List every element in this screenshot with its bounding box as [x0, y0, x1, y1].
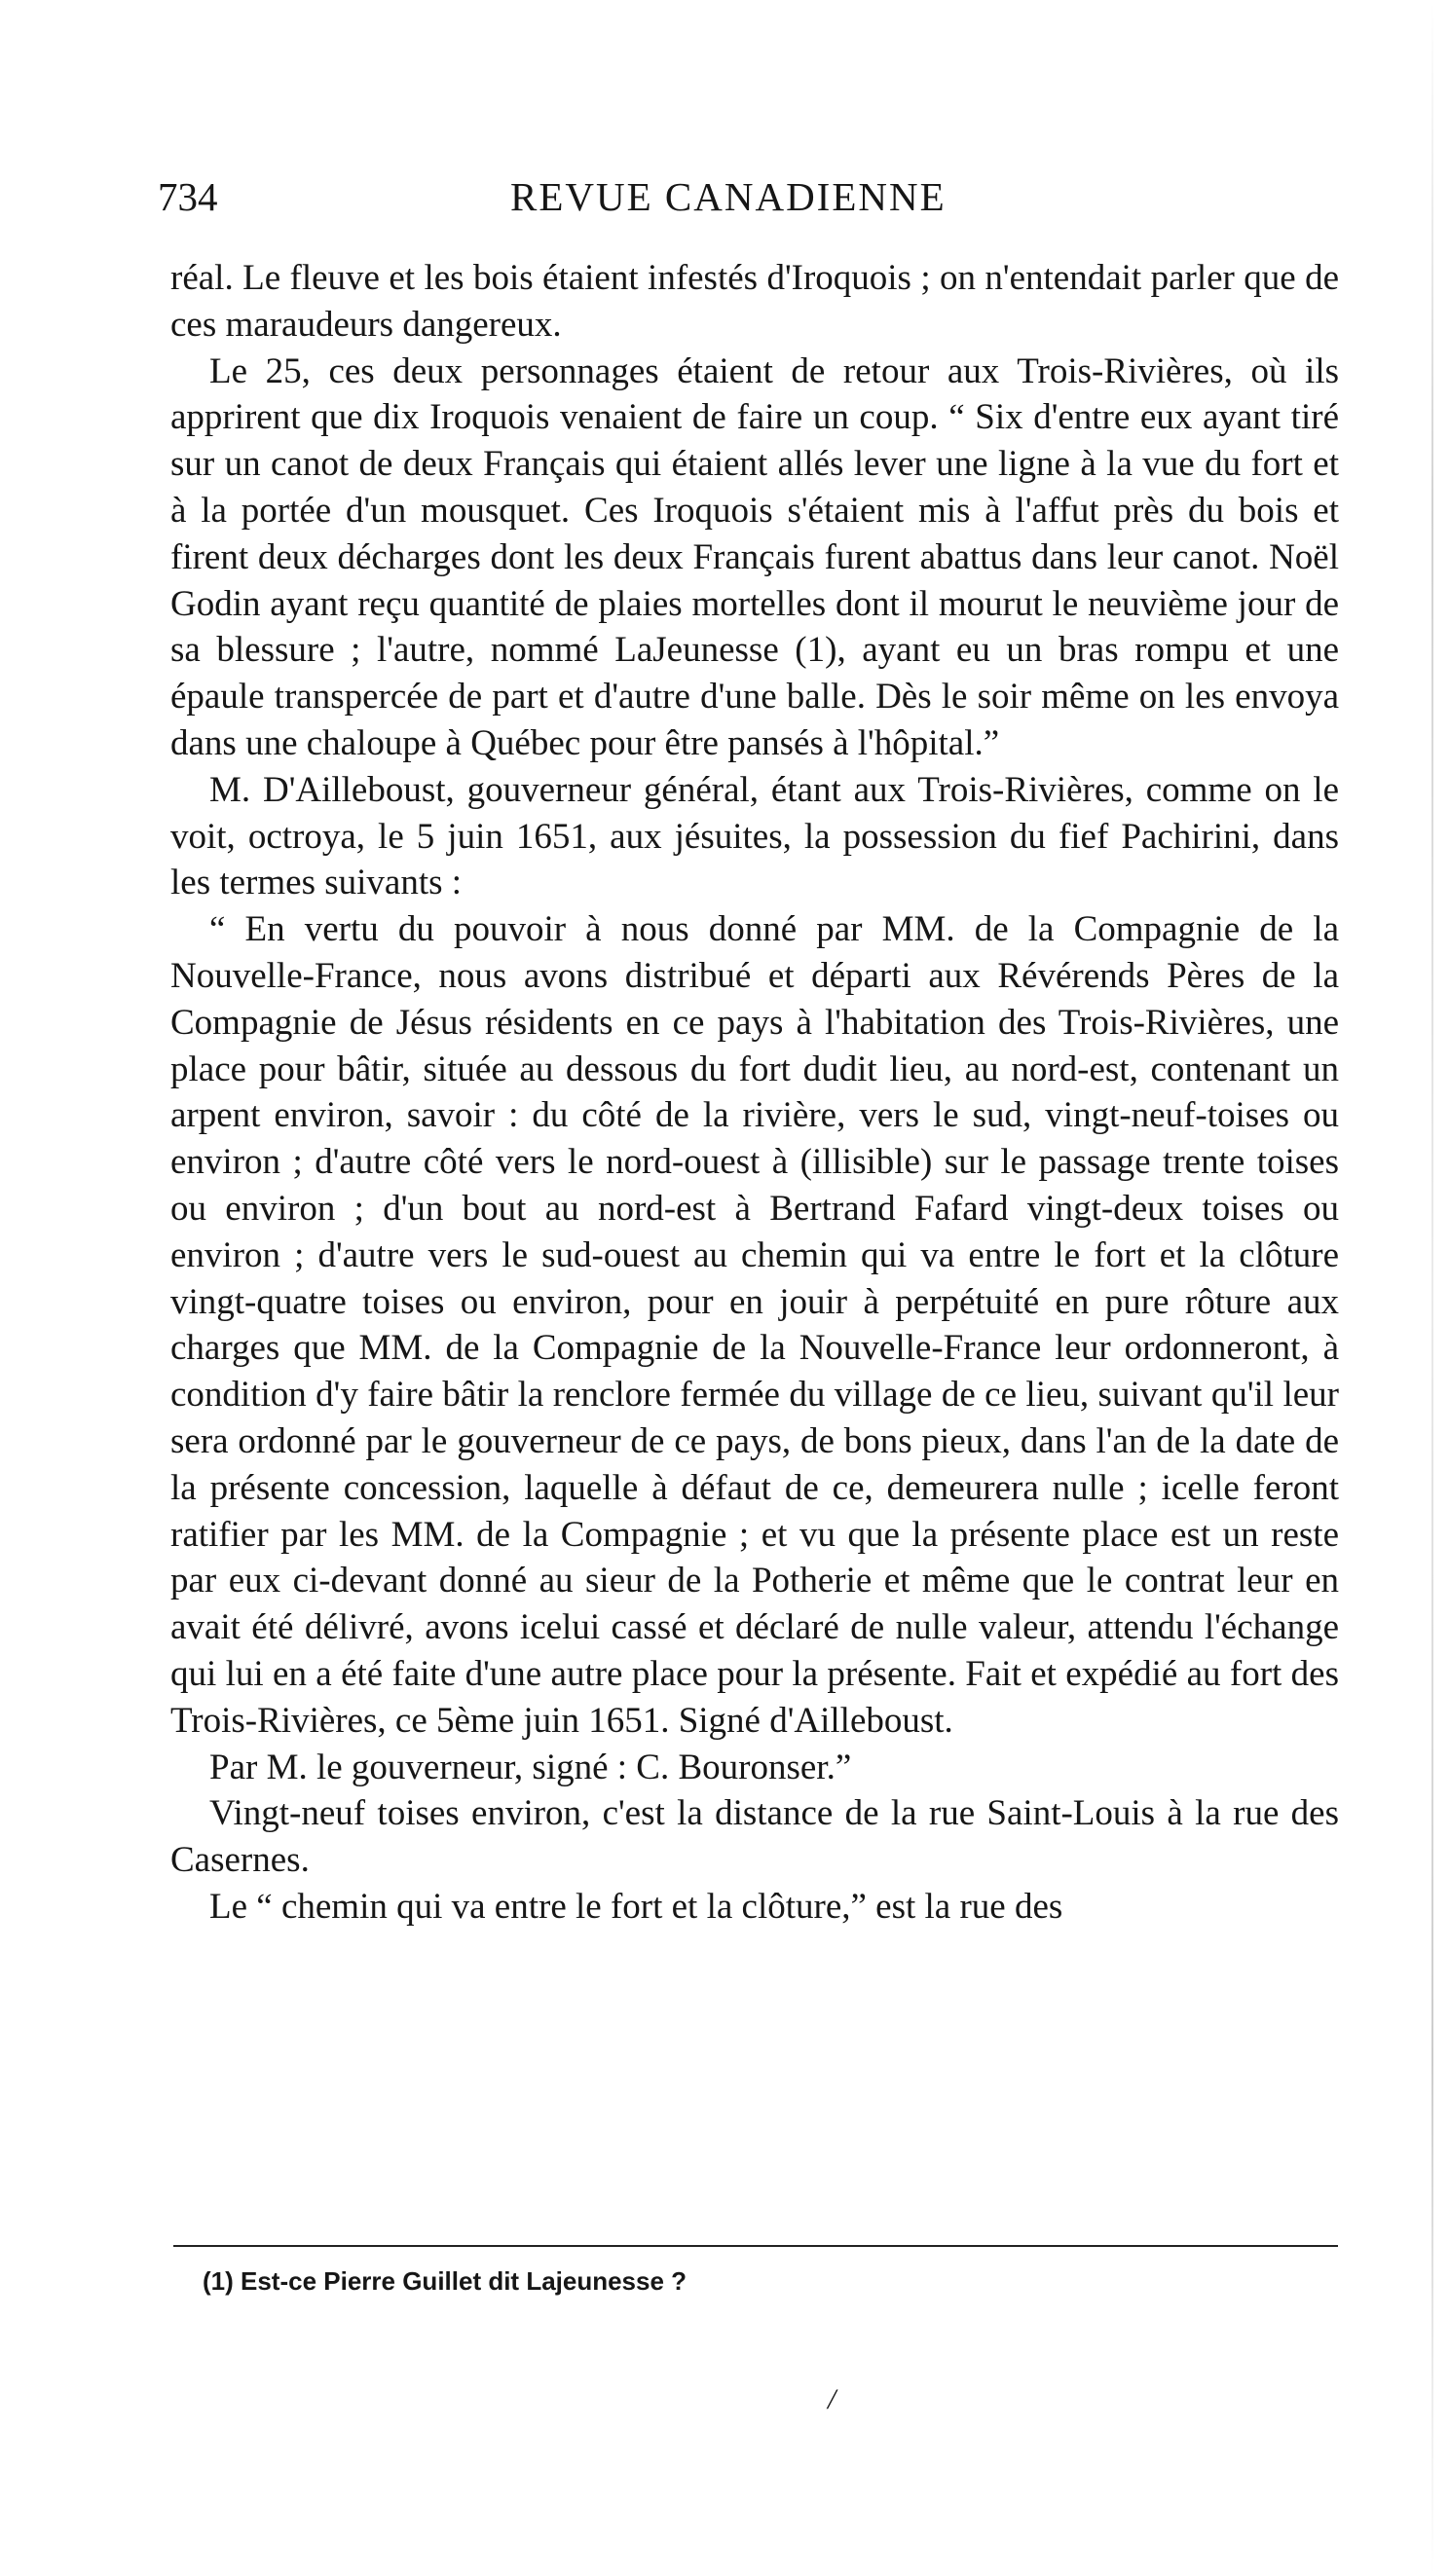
paragraph: Le “ chemin qui va entre le fort et la clôture,” est la rue des [209, 1886, 1063, 1927]
paragraph: M. D'Ailleboust, gouverneur général, étant aux Trois-Rivières, comme on le voit, octroya, le 5 juin 1651, aux jésuites, la possession du fief Pachirini, dans les termes suivants : [170, 769, 1339, 903]
paragraph: Le 25, ces deux personnages étaient de retour aux Trois-Rivières, où ils apprirent que dix Iroquois venaient de faire un coup. “ Six d'entre eux ayant tiré sur un canot de deux Français qui étaient allés lever une ligne à la vue du fort et à la portée d'un mousquet. Ces Iroquois s'étaient mis à l'affut près du bois et firent deux décharges dont les deux Français furent abattus dans leur canot. Noël Godin ayant reçu quantité de plaies mortelles dont il mourut le neuvième jour de sa blessure ; l'autre, nommé LaJeunesse (1), ayant eu un bras rompu et une épaule transpercée de part et d'autre d'une balle. Dès le soir même on les envoya dans une chaloupe à Québec pour être pansés à l'hôpital.” [170, 350, 1339, 763]
paragraph: réal. Le fleuve et les bois étaient infestés d'Iroquois ; on n'entendait parler que de ces maraudeurs dangereux. [170, 258, 1339, 345]
page-number: 734 [158, 174, 218, 219]
scan-edge-shadow [1431, 0, 1433, 2576]
page-mark: / [828, 2383, 836, 2415]
footnote: (1) Est-ce Pierre Guillet dit Lajeunesse ? [203, 2266, 687, 2296]
paragraph: Par M. le gouverneur, signé : C. Bouronser.” [209, 1747, 852, 1787]
body-text [170, 255, 1339, 1931]
footnote-divider [173, 2245, 1338, 2247]
paragraph: Vingt-neuf toises environ, c'est la distance de la rue Saint-Louis à la rue des Casernes. [170, 1793, 1339, 1881]
running-header [158, 173, 1336, 232]
running-title: REVUE CANADIENNE [510, 174, 947, 219]
paragraph: “ En vertu du pouvoir à nous donné par MM. de la Compagnie de la Nouvelle-France, nous avons distribué et départi aux Révérends Pères de la Compagnie de Jésus résidents en ce pays à l'habitation des Trois-Rivières, une place pour bâtir, située au dessous du fort dudit lieu, au nord-est, contenant un arpent environ, savoir : du côté de la rivière, vers le sud, vingt-neuf-toises ou environ ; d'autre côté vers le nord-ouest à (illisible) sur le passage trente toises ou environ ; d'un bout au nord-est à Bertrand Fafard vingt-deux toises ou environ ; d'autre vers le sud-ouest au chemin qui va entre le fort et la clôture vingt-quatre toises ou environ, pour en jouir à perpétuité en pure rôture aux charges que MM. de la Compagnie de la Nouvelle-France leur ordonneront, à condition d'y faire bâtir la renclore fermée du village de ce lieu, suivant qu'il leur sera ordonné par le gouverneur de ce pays, de bons pieux, dans l'an de la date de la présente concession, laquelle à défaut de ce, demeurera nulle ; icelle feront ratifier par les MM. de la Compagnie ; et vu que la présente place est un reste par eux ci-devant donné au sieur de la Potherie et même que le contrat leur en avait été délivré, avons icelui cassé et déclaré de nulle valeur, attendu l'échange qui lui en a été faite d'une autre place pour la présente. Fait et expédié au fort des Trois-Rivières, ce 5ème juin 1651. Signé d'Ailleboust. [170, 909, 1339, 1741]
